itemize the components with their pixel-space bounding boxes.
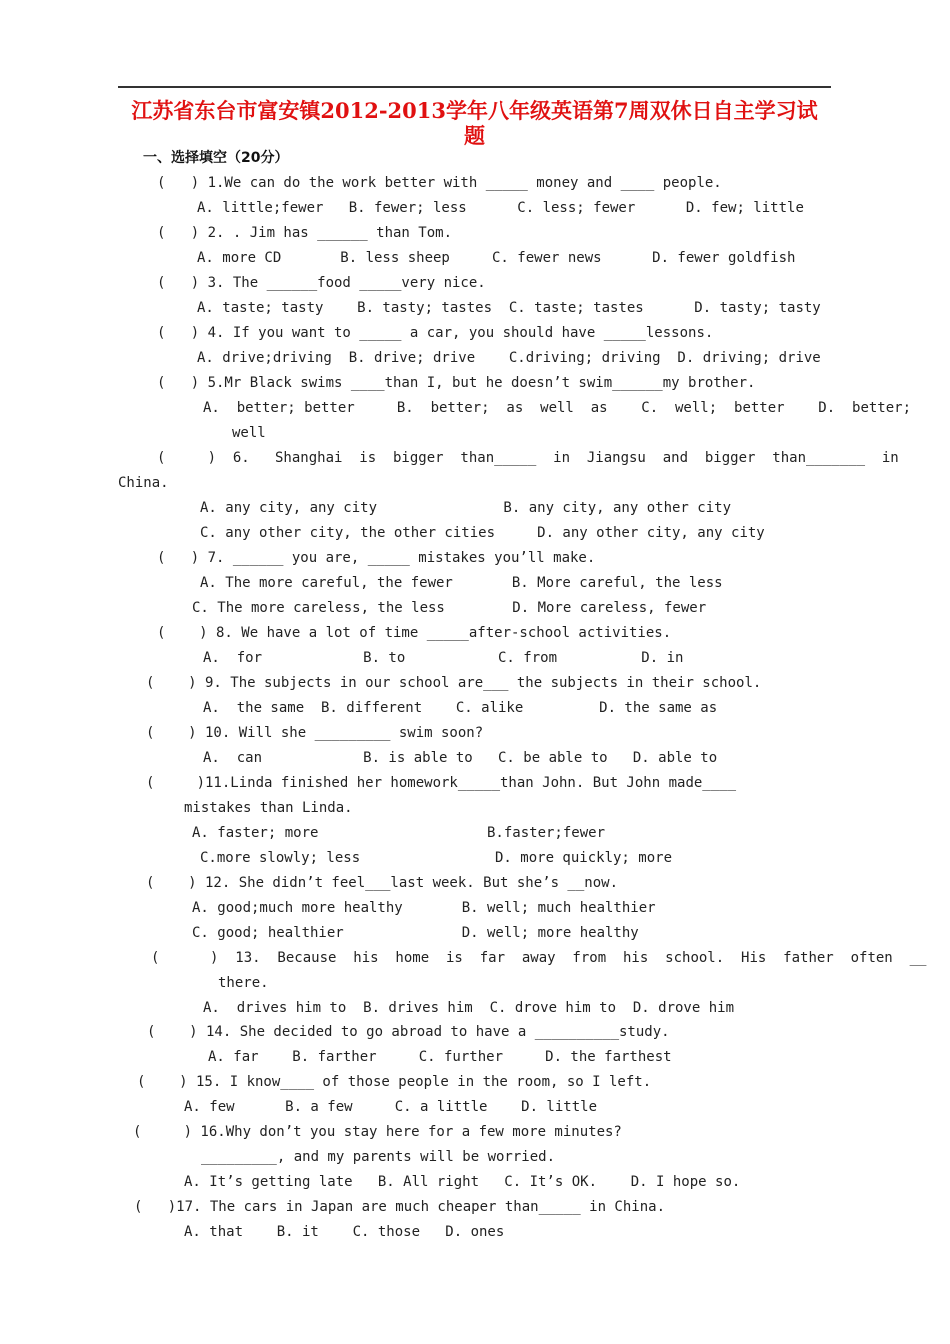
top-rule bbox=[118, 86, 831, 88]
question-line: ( ) 1.We can do the work better with _____ money and ____ people. bbox=[157, 175, 722, 191]
question-line: ( ) 13. Because his home is far away from his school. His father often __ bbox=[151, 950, 927, 966]
question-line: ( ) 16.Why don’t you stay here for a few more minutes? bbox=[133, 1124, 622, 1140]
answer-options: A. faster; more B.faster;fewer bbox=[192, 825, 606, 841]
question-line: ( ) 2. . Jim has ______ than Tom. bbox=[157, 225, 453, 241]
answer-options: C.more slowly; less D. more quickly; more bbox=[200, 850, 673, 866]
question-line: ( ) 6. Shanghai is bigger than_____ in Jiangsu and bigger than_______ in bbox=[157, 450, 899, 466]
answer-options: A. good;much more healthy B. well; much healthier bbox=[192, 900, 656, 916]
question-line: ( )17. The cars in Japan are much cheaper than_____ in China. bbox=[134, 1199, 666, 1215]
answer-options: A. few B. a few C. a little D. little bbox=[184, 1099, 598, 1115]
question-line: ( ) 10. Will she _________ swim soon? bbox=[146, 725, 484, 741]
answer-options: A. far B. farther C. further D. the farthest bbox=[208, 1049, 672, 1065]
question-line: ( ) 15. I know____ of those people in the room, so I left. bbox=[137, 1074, 652, 1090]
answer-options: A. that B. it C. those D. ones bbox=[184, 1224, 505, 1240]
answer-options: A. more CD B. less sheep C. fewer news D. fewer goldfish bbox=[197, 250, 796, 266]
document-title-continued: 题 bbox=[464, 123, 485, 148]
answer-options: A. little;fewer B. fewer; less C. less; fewer D. few; little bbox=[197, 200, 804, 216]
answer-options: A. drive;driving B. drive; drive C.driving; driving D. driving; drive bbox=[197, 350, 821, 366]
question-line: ( ) 12. She didn’t feel___last week. But she’s __now. bbox=[146, 875, 619, 891]
question-line: ( ) 9. The subjects in our school are___ the subjects in their school. bbox=[146, 675, 762, 691]
question-line-continued: mistakes than Linda. bbox=[184, 800, 353, 816]
answer-options: C. any other city, the other cities D. any other city, any city bbox=[200, 525, 765, 541]
answer-options: A. It’s getting late B. All right C. It’s OK. D. I hope so. bbox=[184, 1174, 741, 1190]
answer-options: A. better; better B. better; as well as C. well; better D. better; bbox=[203, 400, 912, 416]
question-line: ( ) 14. She decided to go abroad to have a __________study. bbox=[147, 1024, 670, 1040]
answer-options: C. good; healthier D. well; more healthy bbox=[192, 925, 639, 941]
answer-options: A. The more careful, the fewer B. More careful, the less bbox=[200, 575, 723, 591]
answer-options: C. The more careless, the less D. More careless, fewer bbox=[192, 600, 707, 616]
question-line-continued: _________, and my parents will be worried. bbox=[201, 1149, 556, 1165]
question-line: ( ) 3. The ______food _____very nice. bbox=[157, 275, 486, 291]
question-line: ( )11.Linda finished her homework_____than John. But John made____ bbox=[146, 775, 737, 791]
answer-options: A. any city, any city B. any city, any other city bbox=[200, 500, 732, 516]
question-line: ( ) 8. We have a lot of time _____after-school activities. bbox=[157, 625, 672, 641]
answer-options: A. for B. to C. from D. in bbox=[203, 650, 684, 666]
document-title: 江苏省东台市富安镇2012-2013学年八年级英语第7周双休日自主学习试 bbox=[131, 98, 818, 123]
question-line: ( ) 5.Mr Black swims ____than I, but he doesn’t swim______my brother. bbox=[157, 375, 756, 391]
question-line: ( ) 7. ______ you are, _____ mistakes you’ll make. bbox=[157, 550, 596, 566]
question-line-continued: there. bbox=[218, 975, 269, 991]
question-line: ( ) 4. If you want to _____ a car, you should have _____lessons. bbox=[157, 325, 714, 341]
answer-options: A. the same B. different C. alike D. the same as bbox=[203, 700, 718, 716]
answer-options-continued: well bbox=[232, 425, 266, 441]
section-heading: 一、选择填空（20分） bbox=[143, 150, 289, 166]
answer-options: A. drives him to B. drives him C. drove him to D. drove him bbox=[203, 1000, 735, 1016]
answer-options: A. can B. is able to C. be able to D. able to bbox=[203, 750, 718, 766]
answer-options: A. taste; tasty B. tasty; tastes C. taste; tastes D. tasty; tasty bbox=[197, 300, 821, 316]
question-line-continued: China. bbox=[118, 475, 169, 491]
